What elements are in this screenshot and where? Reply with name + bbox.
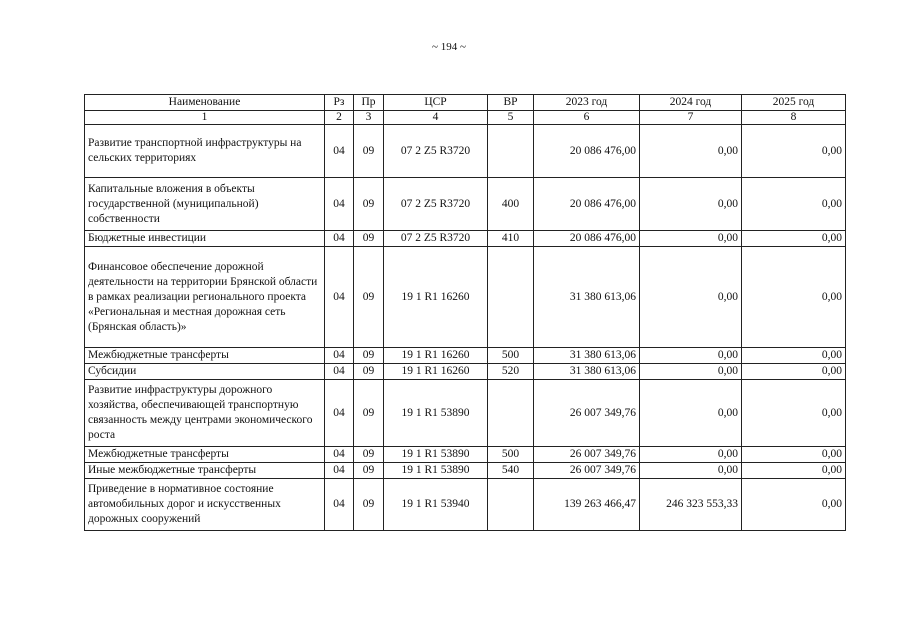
col-number: 8: [742, 111, 846, 125]
col-header-rz: Рз: [325, 95, 354, 111]
row-2025: 0,00: [742, 479, 846, 531]
row-name: Развитие инфраструктуры дорожного хозяйства, обеспечивающей транспортную связанность между центрами экономического роста: [85, 380, 325, 447]
row-csr: 19 1 R1 53940: [384, 479, 488, 531]
budget-table: [84, 94, 846, 531]
row-pr: 09: [354, 447, 384, 463]
row-2024: 0,00: [640, 463, 742, 479]
page-number: ~ 194 ~: [432, 41, 466, 53]
row-2024: 0,00: [640, 380, 742, 447]
col-header-2024: 2024 год: [640, 95, 742, 111]
row-pr: 09: [354, 231, 384, 247]
row-rz: 04: [325, 247, 354, 348]
row-2024: 0,00: [640, 364, 742, 380]
row-2024: 0,00: [640, 178, 742, 231]
row-2023: 31 380 613,06: [534, 247, 640, 348]
row-pr: 09: [354, 178, 384, 231]
col-header-name: Наименование: [85, 95, 325, 111]
table-row: [85, 348, 846, 364]
row-vr: [488, 479, 534, 531]
row-2023: 31 380 613,06: [534, 364, 640, 380]
row-vr: 410: [488, 231, 534, 247]
row-2024: 0,00: [640, 231, 742, 247]
row-2025: 0,00: [742, 447, 846, 463]
row-name: Финансовое обеспечение дорожной деятельности на территории Брянской области в рамках реализации регионального проекта «Региональная и местная дорожная сеть (Брянская область)»: [85, 247, 325, 348]
row-2023: 26 007 349,76: [534, 447, 640, 463]
row-csr: 19 1 R1 53890: [384, 380, 488, 447]
table-row: [85, 364, 846, 380]
col-number: 4: [384, 111, 488, 125]
row-2023: 20 086 476,00: [534, 125, 640, 178]
row-2025: 0,00: [742, 247, 846, 348]
column-number-row: [85, 111, 846, 125]
row-pr: 09: [354, 247, 384, 348]
row-rz: 04: [325, 178, 354, 231]
row-2024: 0,00: [640, 125, 742, 178]
row-name: Бюджетные инвестиции: [85, 231, 325, 247]
row-rz: 04: [325, 125, 354, 178]
col-header-vr: ВР: [488, 95, 534, 111]
row-vr: 500: [488, 348, 534, 364]
row-vr: [488, 247, 534, 348]
row-2025: 0,00: [742, 463, 846, 479]
header-row: [85, 95, 846, 111]
row-vr: 540: [488, 463, 534, 479]
row-2024: 0,00: [640, 348, 742, 364]
table-row: [85, 247, 846, 348]
col-header-2023: 2023 год: [534, 95, 640, 111]
col-number: 5: [488, 111, 534, 125]
row-name: Иные межбюджетные трансферты: [85, 463, 325, 479]
row-2023: 31 380 613,06: [534, 348, 640, 364]
row-csr: 07 2 Z5 R3720: [384, 125, 488, 178]
row-name: Развитие транспортной инфраструктуры на сельских территориях: [85, 125, 325, 178]
row-pr: 09: [354, 380, 384, 447]
row-pr: 09: [354, 364, 384, 380]
row-vr: 520: [488, 364, 534, 380]
row-pr: 09: [354, 125, 384, 178]
row-csr: 19 1 R1 16260: [384, 348, 488, 364]
row-pr: 09: [354, 463, 384, 479]
row-2025: 0,00: [742, 364, 846, 380]
row-2024: 0,00: [640, 447, 742, 463]
row-2023: 26 007 349,76: [534, 380, 640, 447]
col-number: 1: [85, 111, 325, 125]
row-name: Субсидии: [85, 364, 325, 380]
col-header-pr: Пр: [354, 95, 384, 111]
row-csr: 19 1 R1 53890: [384, 463, 488, 479]
row-2025: 0,00: [742, 178, 846, 231]
row-csr: 19 1 R1 16260: [384, 364, 488, 380]
row-vr: [488, 125, 534, 178]
row-vr: 400: [488, 178, 534, 231]
col-number: 7: [640, 111, 742, 125]
table-row: [85, 463, 846, 479]
table-row: [85, 380, 846, 447]
table-row: [85, 125, 846, 178]
row-csr: 19 1 R1 53890: [384, 447, 488, 463]
row-rz: 04: [325, 479, 354, 531]
row-pr: 09: [354, 479, 384, 531]
col-header-csr: ЦСР: [384, 95, 488, 111]
row-vr: [488, 380, 534, 447]
col-number: 2: [325, 111, 354, 125]
col-header-2025: 2025 год: [742, 95, 846, 111]
row-rz: 04: [325, 447, 354, 463]
row-2024: 246 323 553,33: [640, 479, 742, 531]
row-2025: 0,00: [742, 380, 846, 447]
row-2023: 139 263 466,47: [534, 479, 640, 531]
row-2025: 0,00: [742, 231, 846, 247]
row-rz: 04: [325, 348, 354, 364]
row-2025: 0,00: [742, 125, 846, 178]
table-row: [85, 447, 846, 463]
row-name: Приведение в нормативное состояние автомобильных дорог и искусственных дорожных сооружений: [85, 479, 325, 531]
col-number: 3: [354, 111, 384, 125]
row-csr: 07 2 Z5 R3720: [384, 178, 488, 231]
row-name: Межбюджетные трансферты: [85, 447, 325, 463]
row-rz: 04: [325, 463, 354, 479]
row-pr: 09: [354, 348, 384, 364]
row-2023: 20 086 476,00: [534, 231, 640, 247]
row-rz: 04: [325, 231, 354, 247]
table-row: [85, 231, 846, 247]
row-rz: 04: [325, 380, 354, 447]
row-csr: 07 2 Z5 R3720: [384, 231, 488, 247]
row-csr: 19 1 R1 16260: [384, 247, 488, 348]
table-row: [85, 178, 846, 231]
col-number: 6: [534, 111, 640, 125]
row-vr: 500: [488, 447, 534, 463]
table-row: [85, 479, 846, 531]
row-2023: 26 007 349,76: [534, 463, 640, 479]
row-name: Межбюджетные трансферты: [85, 348, 325, 364]
row-2024: 0,00: [640, 247, 742, 348]
row-rz: 04: [325, 364, 354, 380]
row-name: Капитальные вложения в объекты государственной (муниципальной) собственности: [85, 178, 325, 231]
row-2023: 20 086 476,00: [534, 178, 640, 231]
row-2025: 0,00: [742, 348, 846, 364]
